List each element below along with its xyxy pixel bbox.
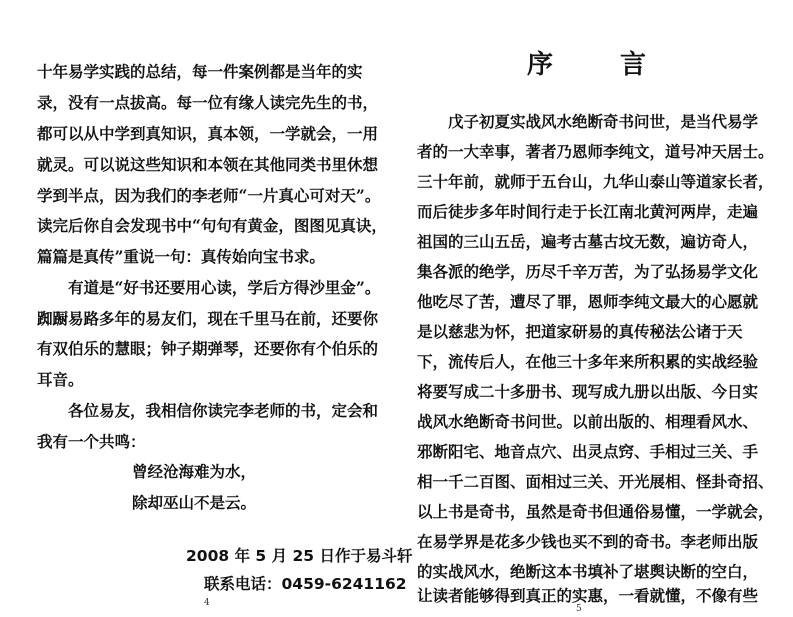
body-line: 耳音。 [37, 370, 84, 389]
body-line: 将要写成二十多册书、现写成九册以出版、今日实 [417, 382, 759, 401]
body-line: 踟蹰易路多年的易友们，现在千里马在前，还要你 [37, 309, 379, 328]
body-line: 者的一大幸事，著者乃恩师李纯文，道号冲天居士。 [417, 142, 774, 161]
preface-title-char: 序 [527, 50, 554, 80]
body-line: 祖国的三山五岳，遍考古墓古坟无数，遍访奇人， [417, 232, 759, 251]
body-line: 而后徒步多年时间行走于长江南北黄河两岸，走遍 [417, 202, 759, 221]
poem-line: 曾经沧海难为水， [132, 462, 257, 481]
body-line: 读完后你自会发现书中“句句有黄金，图图见真诀， [37, 216, 387, 235]
body-line: 邪断阳宅、地音点穴、出灵点窍、手相过三关、手 [417, 442, 759, 461]
poem-line: 除却巫山不是云。 [132, 493, 257, 512]
body-line: 他吃尽了苦，遭尽了罪，恩师李纯文最大的心愿就 [417, 292, 759, 311]
body-line: 都可以从中学到真知识，真本领，一学就会，一用 [37, 124, 379, 143]
body-line: 学到半点，因为我们的李老师“一片真心可对天”。 [37, 186, 381, 205]
preface-title-char: 言 [620, 50, 647, 80]
body-line: 篇篇是真传”重说一句：真传始向宝书求。 [37, 247, 325, 266]
body-line: 相一千二百图、面相过三关、开光展相、怪卦奇招、 [417, 472, 774, 491]
body-line: 就灵。可以说这些知识和本领在其他同类书里休想 [37, 155, 379, 174]
body-line: 我有一个共鸣： [37, 432, 146, 451]
body-line: 录，没有一点拔高。每一位有缘人读完先生的书， [37, 93, 379, 112]
contact-phone: 联系电话：0459-6241162 [204, 575, 407, 593]
body-line: 战风水绝断奇书问世。以前出版的、相理看风水、 [417, 412, 759, 431]
body-line: 三十年前，就师于五台山，九华山泰山等道家长者， [417, 172, 774, 191]
date-signature: 2008 年 5 月 25 日作于易斗轩 [186, 547, 413, 565]
body-line: 以上书是奇书，虽然是奇书但通俗易懂，一学就会， [417, 502, 774, 521]
page-number: 5 [576, 604, 582, 614]
body-line: 戊子初夏实战风水绝断奇书问世，是当代易学 [448, 112, 759, 131]
body-line: 有双伯乐的慧眼；钟子期弹琴，还要你有个伯乐的 [37, 339, 379, 358]
body-line: 让读者能够得到真正的实惠，一看就懂，不像有些 [417, 586, 759, 605]
right-page [400, 0, 793, 617]
body-line: 在易学界是花多少钱也买不到的奇书。李老师出版 [417, 532, 759, 551]
body-line: 有道是“好书还要用心读，学后方得沙里金”。 [68, 278, 381, 297]
body-line: 集各派的绝学，历尽千辛万苦，为了弘扬易学文化 [417, 262, 759, 281]
body-line: 的实战风水，绝断这本书填补了堪舆诀断的空白， [417, 562, 759, 581]
body-line: 十年易学实践的总结，每一件案例都是当年的实 [37, 62, 363, 81]
body-line: 是以慈悲为怀，把道家研易的真传秘法公诸于天 [417, 322, 743, 341]
page-number: 4 [204, 598, 210, 608]
body-line: 各位易友，我相信你读完李老师的书，定会和 [68, 401, 379, 420]
body-line: 下，流传后人，在他三十多年来所积累的实战经验 [417, 352, 759, 371]
